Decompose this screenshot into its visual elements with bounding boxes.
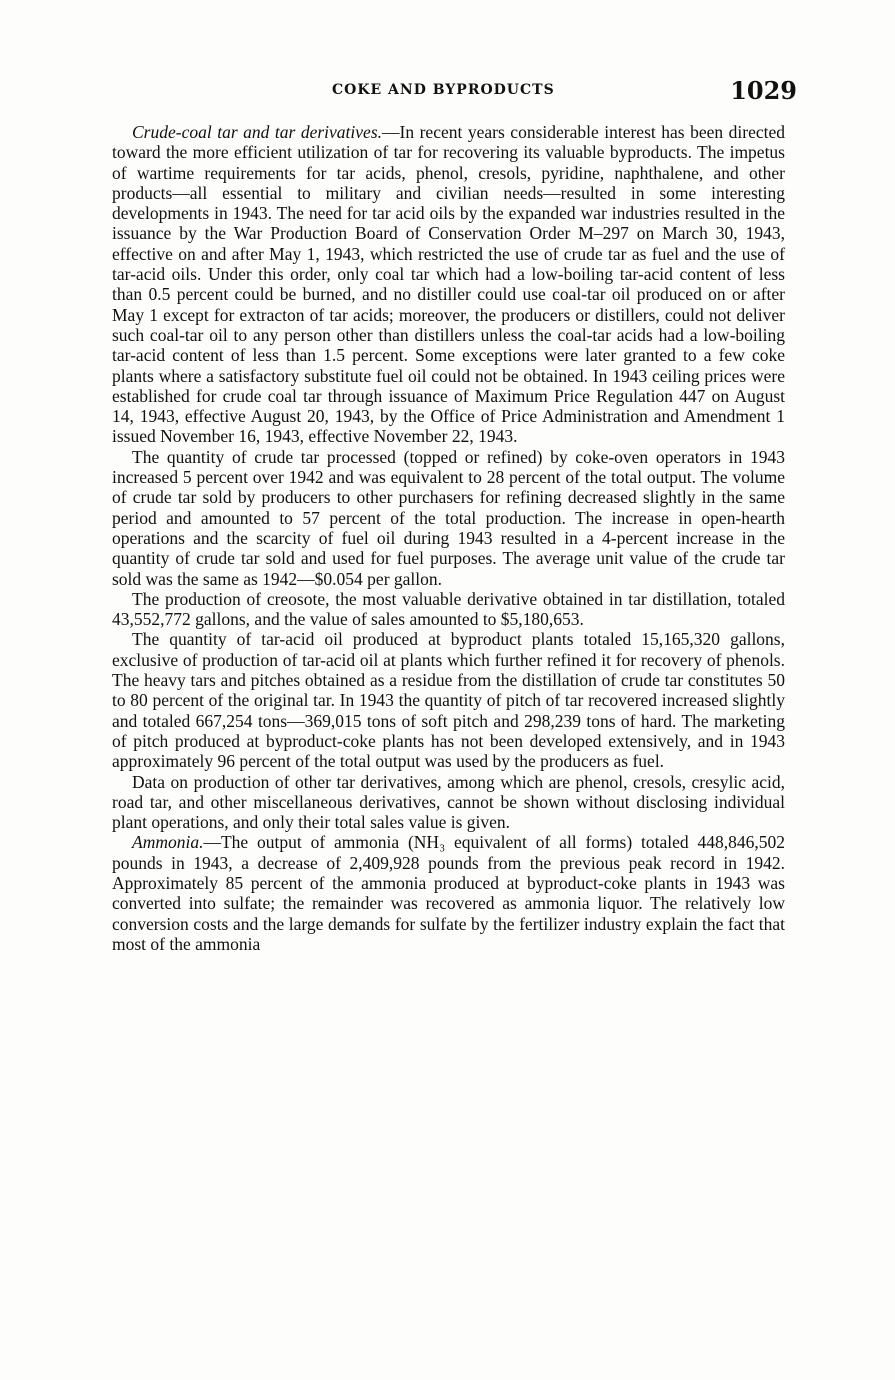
page-header [112, 76, 797, 110]
paragraph-text: The quantity of tar-acid oil produced at byproduct plants totaled 15,165,320 gallons, exclusive of production of tar-acid oil at plants which further refined it for recovery of phenols. The heavy tars and pitches obtained as a residue from the distillation of crude tar constitutes 50 to 80 percent of the original tar. In 1943 the quantity of pitch of tar recovered increased slightly and totaled 667,254 tons—369,015 tons of soft pitch and 298,239 tons of hard. The marketing of pitch produced at byproduct-coke plants has not been developed extensively, and in 1943 approximately 96 percent of the total output was used by the producers as fuel. [112, 629, 785, 772]
body-text [112, 122, 785, 954]
run-in-heading: Ammonia. [132, 832, 204, 853]
paragraph-text: The quantity of crude tar processed (topped or refined) by coke-oven operators in 1943 increased 5 percent over 1942 and was equivalent to 28 percent of the total output. The volume of crude tar sold by producers to other purchasers for refining decreased slightly in the same period and amounted to 57 percent of the total production. The increase in open-hearth operations and the scarcity of fuel oil during 1943 resulted in a 4-percent increase in the quantity of crude tar sold and used for fuel purposes. The average unit value of the crude tar sold was the same as 1942—$0.054 per gallon. [112, 446, 785, 589]
run-in-heading: Crude-coal tar and tar derivatives. [132, 122, 383, 142]
paragraph-ammonia [112, 832, 785, 954]
paragraph-text: —In recent years considerable interest has been directed toward the more efficient utilization of tar for recovering its valuable byproducts. The impetus of wartime requirements for tar acids, phenol, cresols, pyridine, naphthalene, and other products—all essential to military and civilian needs—resulted in some interesting developments in 1943. The need for tar acid oils by the expanded war industries resulted in the issuance by the War Production Board of Conservation Order M–297 on March 30, 1943, effective on and after May 1, 1943, which restricted the use of crude tar as fuel and the use of tar-acid oils. Under this order, only coal tar which had a low-boiling tar-acid content of less than 0.5 percent could be burned, and no distiller could use coal-tar oil produced on or after May 1 except for extracton of tar acids; moreover, the producers or distillers, could not deliver such coal-tar oil to any person other than distillers unless the coal-tar acids had a low-boiling tar-acid content of less than 1.5 percent. Some exceptions were later granted to a few coke plants where a satisfactory substitute fuel oil could not be obtained. In 1943 ceiling prices were established for crude coal tar through issuance of Maximum Price Regulation 447 on August 14, 1943, effective August 20, 1943, by the Office of Price Administration and Amendment 1 issued November 16, 1943, effective November 22, 1943. [112, 122, 786, 447]
paragraph-tar-acid-oil [112, 629, 785, 771]
paragraph-creosote [112, 589, 785, 630]
paragraph-crude-tar-processed [112, 447, 785, 589]
paragraph-text: Data on production of other tar derivatives, among which are phenol, cresols, cresylic acid, road tar, and other miscellaneous derivatives, cannot be shown without disclosing individual plant operations, and only their total sales value is given. [112, 771, 785, 833]
paragraph-text: —The output of ammonia (NH₃ equivalent of all forms) totaled 448,846,502 pounds in 1943, a decrease of 2,409,928 pounds from the previous peak record in 1942. Approximately 85 percent of the ammonia produced at byproduct-coke plants in 1943 was converted into sulfate; the remainder was recovered as ammonia liquor. The relatively low conversion costs and the large demands for sulfate by the fertilizer industry explain the fact that most of the ammonia [112, 832, 785, 954]
running-head: COKE AND BYPRODUCTS [332, 82, 555, 98]
paragraph-other-derivatives [112, 772, 785, 833]
paragraph-text: The production of creosote, the most valuable derivative obtained in tar distillation, totaled 43,552,772 gallons, and the value of sales amounted to $5,180,653. [112, 588, 785, 630]
paragraph-crude-coal-tar [112, 122, 785, 447]
page-number: 1029 [730, 76, 797, 105]
